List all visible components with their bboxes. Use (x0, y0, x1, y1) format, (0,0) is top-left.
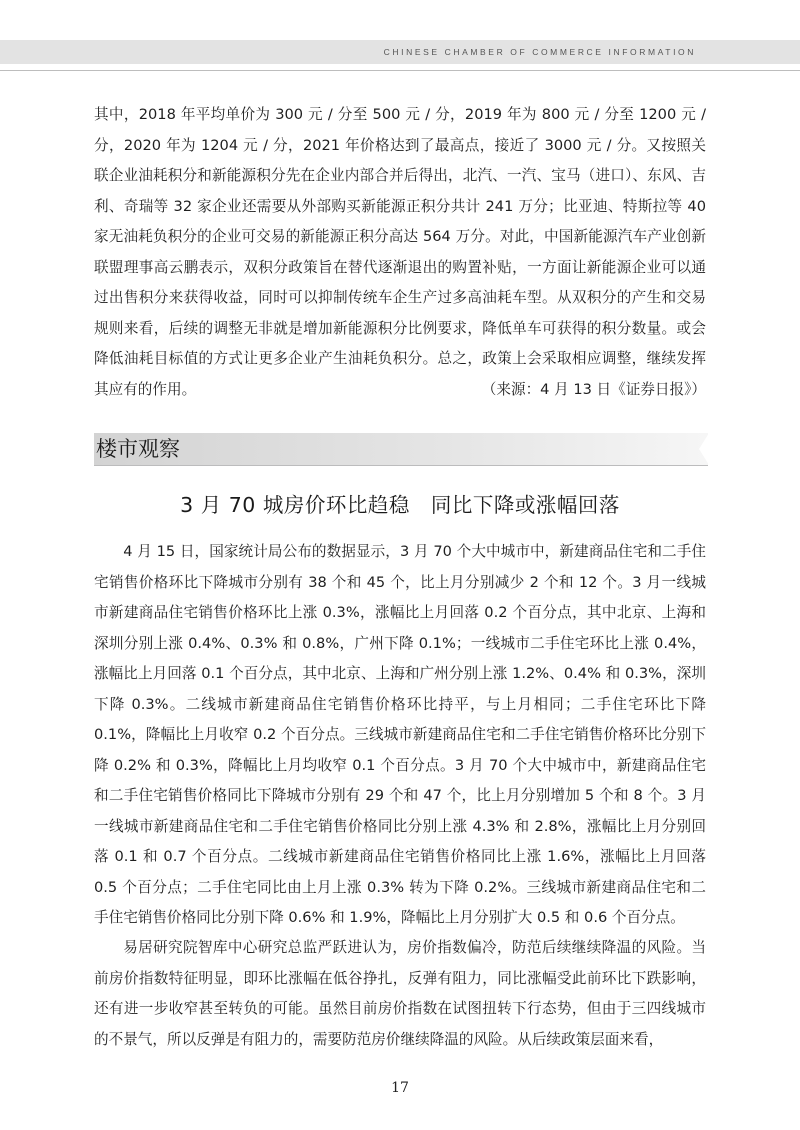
article-paragraph-2: 易居研究院智库中心研究总监严跃进认为，房价指数偏冷，防范后续继续降温的风险。当前房价指数特征明显，即环比涨幅在低谷挣扎，反弹有阻力，同比涨幅受此前环比下跌影响，还有进一步收窄甚至转负的可能。虽然目前房价指数在试图扭转下行态势，但由于三四线城市的不景气，所以反弹是有阻力的，需要防范房价继续降温的风险。从后续政策层面来看， (94, 939, 706, 1048)
intro-paragraph (94, 100, 706, 405)
section-bar-arrow (699, 433, 709, 465)
header-band (0, 40, 800, 64)
source-citation: （来源：4 月 13 日《证券日报》） (481, 380, 706, 398)
intro-paragraph-text: 其中，2018 年平均单价为 300 元 / 分至 500 元 / 分，2019 年为 800 元 / 分至 1200 元 / 分，2020 年为 1204 元 / 分，2021 年价格达到了最高点，接近了 3000 元 / 分。又按照关联企业油耗积分和新能源积分先在企业内部合并后得出，北汽、一汽、宝马（进口）、东风、吉利、奇瑞等 32 家企业还需要从外部购买新能源正积分共计 241 万分；比亚迪、特斯拉等 40 家无油耗负积分的企业可交易的新能源正积分高达 564 万分。对此，中国新能源汽车产业创新联盟理事高云鹏表示，双积分政策旨在替代逐渐退出的购置补贴，一方面让新能源企业可以通过出售积分来获得收益，同时可以抑制传统车企生产过多高油耗车型。从双积分的产生和交易规则来看，后续的调整无非就是增加新能源积分比例要求，降低单车可获得的积分数量。或会降低油耗目标值的方式让更多企业产生油耗负积分。总之，政策上会采取相应调整，继续发挥其应有的作用。 (94, 106, 706, 398)
section-title: 楼市观察 (96, 437, 180, 461)
page-number: 17 (391, 1080, 409, 1096)
section-header-bar (94, 433, 708, 466)
header-rule (0, 70, 800, 71)
article-title: 3 月 70 城房价环比趋稳 同比下降或涨幅回落 (180, 493, 620, 517)
article-paragraph-1: 4 月 15 日，国家统计局公布的数据显示，3 月 70 个大中城市中，新建商品住宅和二手住宅销售价格环比下降城市分别有 38 个和 45 个，比上月分别减少 2 个和 12 个。3 月一线城市新建商品住宅销售价格环比上涨 0.3%，涨幅比上月回落 0.2 个百分点，其中北京、上海和深圳分别上涨 0.4%、0.3% 和 0.8%，广州下降 0.1%；一线城市二手住宅环比上涨 0.4%，涨幅比上月回落 0.1 个百分点，其中北京、上海和广州分别上涨 1.2%、0.4% 和 0.3%，深圳下降 0.3%。二线城市新建商品住宅销售价格环比持平，与上月相同；二手住宅环比下降 0.1%，降幅比上月收窄 0.2 个百分点。三线城市新建商品住宅和二手住宅销售价格环比分别下降 0.2% 和 0.3%，降幅比上月均收窄 0.1 个百分点。3 月 70 个大中城市中，新建商品住宅和二手住宅销售价格同比下降城市分别有 29 个和 47 个，比上月分别增加 5 个和 8 个。3 月一线城市新建商品住宅和二手住宅销售价格同比分别上涨 4.3% 和 2.8%，涨幅比上月分别回落 0.1 和 0.7 个百分点。二线城市新建商品住宅销售价格同比上涨 1.6%，涨幅比上月回落 0.5 个百分点；二手住宅同比由上月上涨 0.3% 转为下降 0.2%。三线城市新建商品住宅和二手住宅销售价格同比分别下降 0.6% 和 1.9%，降幅比上月分别扩大 0.5 和 0.6 个百分点。 (94, 543, 706, 926)
publication-label: CHINESE CHAMBER OF COMMERCE INFORMATION (383, 47, 696, 57)
